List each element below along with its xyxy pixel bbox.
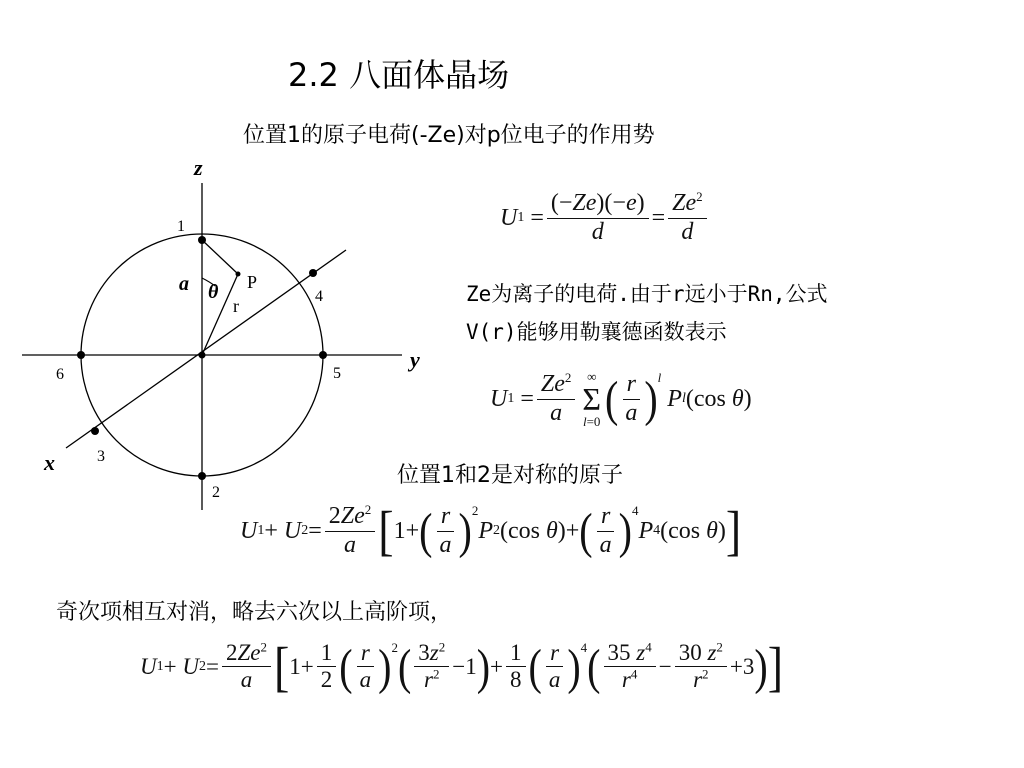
description-line-1: Ze为离子的电荷.由于r远小于Rn,公式 — [466, 282, 828, 306]
ion-position-2 — [198, 472, 206, 480]
equation-u1-coulomb: U 1 = $\frac{(-Ze)(-e)}{d}$ = $\frac{Ze^2}{d}$ — [500, 190, 710, 246]
ion-position-3 — [91, 427, 99, 435]
vector-a-to-p — [202, 240, 238, 274]
point-p — [236, 272, 241, 277]
caption-symmetric: 位置1和2是对称的原子 — [397, 463, 623, 488]
octahedral-diagram — [0, 150, 460, 520]
equation-legendre-expansion: U 1 = $\frac{Ze^2}{a}$ ∞ Σ l=0 ( $\frac{r}{a}$ ) $^l$ P l (cos θ ) — [490, 369, 752, 429]
caption-potential: 位置1的原子电荷(-Ze)对p位电子的作用势 — [243, 123, 655, 148]
equation-symmetric-sum: U 1 + U 2 = $\frac{2Ze^2}{a}$ [ 1+ ( $\frac{r}{a}$ ) $^2$ P 2 (cos θ )+ ( $\frac{r}{a}$ ) $^4$ P 4 (cos θ ) ] — [240, 499, 742, 561]
ion-position-5 — [319, 351, 327, 359]
axis-x-label: x — [44, 450, 55, 475]
label-p: P — [247, 272, 258, 292]
position-label-6: 6 — [56, 366, 64, 383]
ion-position-1 — [198, 236, 206, 244]
label-a: a — [179, 273, 189, 295]
position-label-2: 2 — [212, 484, 220, 501]
axis-y-label: y — [410, 347, 420, 372]
equation-final-potential: U 1 + U 2 = $\frac{2Ze^2}{a}$ [ 1+ $\frac{1}{2}$ ( $\frac{r}{a}$ ) $^2$ ( $\frac{3z^2}{r^2}$ −1 ) + $\frac{1}{8}$ ( $\frac{r}{a}$ ) $^4$ ( $\frac{35 z^4}{r^4}$ − $\frac{30 z^2}{r^2}$ +3 ) ] — [140, 635, 784, 697]
position-label-3: 3 — [97, 448, 105, 465]
position-label-4: 4 — [315, 288, 323, 305]
label-r: r — [233, 296, 239, 316]
origin-point — [199, 352, 206, 359]
description-line-2: V(r)能够用勒襄德函数表示 — [466, 320, 727, 344]
ion-position-4 — [309, 269, 317, 277]
axis-z-label: z — [194, 155, 203, 180]
ion-position-6 — [77, 351, 85, 359]
position-label-1: 1 — [177, 218, 185, 235]
label-theta: θ — [208, 281, 219, 303]
page-title: 2.2 八面体晶场 — [288, 56, 510, 94]
position-label-5: 5 — [333, 365, 341, 382]
caption-cancel: 奇次项相互对消，略去六次以上高阶项， — [56, 600, 453, 625]
